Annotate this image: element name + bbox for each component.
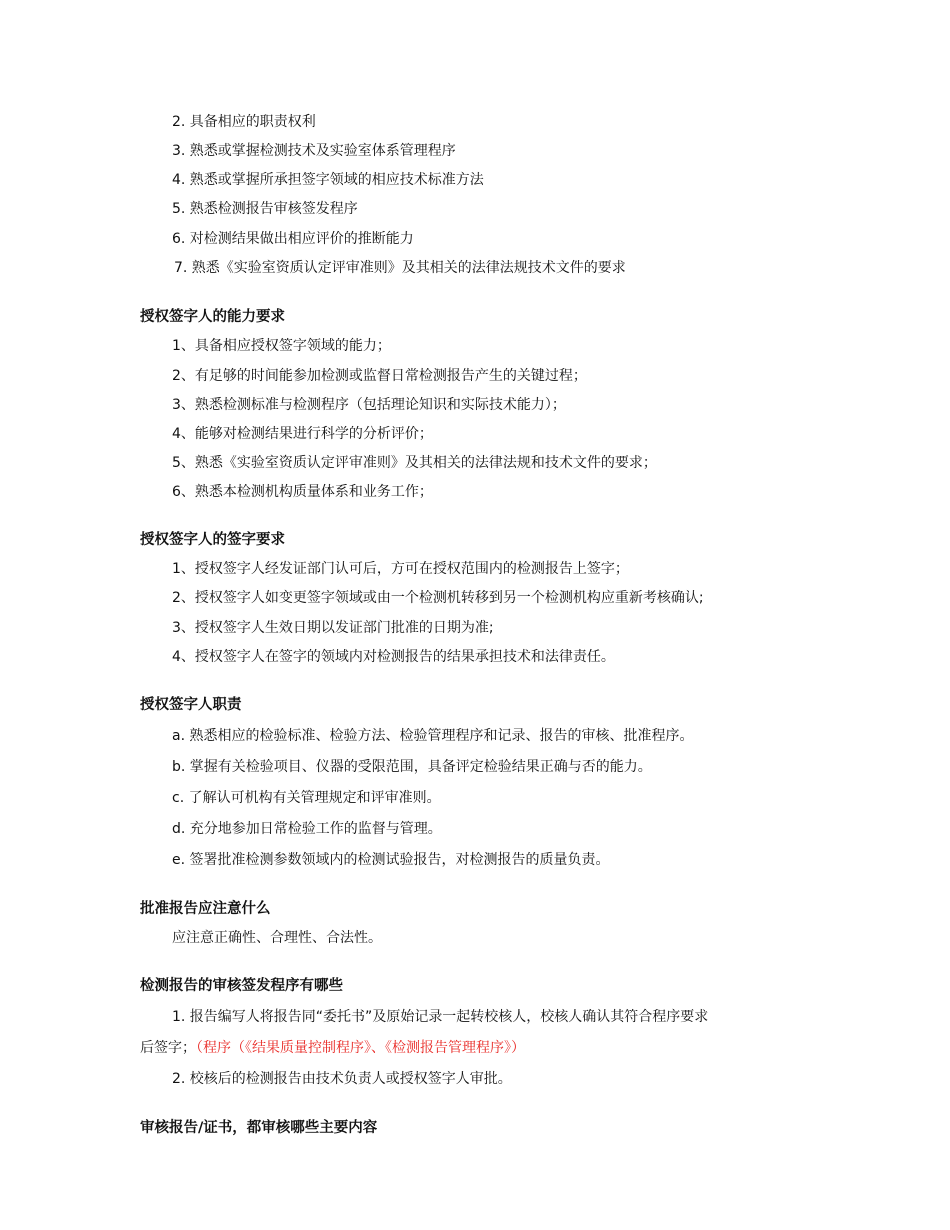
list-item: 3、熟悉检测标准与检测程序（包括理论知识和实际技术能力）； [172, 397, 566, 413]
list-item: b. 掌握有关检验项目、仪器的受限范围，具备评定检验结果正确与否的能力。 [172, 759, 652, 775]
section-heading-review: 审核报告/证书，都审核哪些主要内容 [140, 1120, 378, 1136]
list-item: 1. 报告编写人将报告同“委托书”及原始记录一起转校核人，校核人确认其符合程序要求 [172, 1009, 709, 1025]
list-item: 3、授权签字人生效日期以发证部门批准的日期为准; [172, 620, 494, 636]
list-item: 5、熟悉《实验室资质认定评审准则》及其相关的法律法规和技术文件的要求； [172, 455, 657, 471]
section-heading-signing: 授权签字人的签字要求 [140, 532, 285, 548]
list-item: 1、具备相应授权签字领域的能力； [172, 338, 391, 354]
section-heading-ability: 授权签字人的能力要求 [140, 309, 285, 325]
section-heading-procedure: 检测报告的审核签发程序有哪些 [140, 978, 343, 994]
section-heading-approval: 批准报告应注意什么 [140, 901, 271, 917]
list-item: c. 了解认可机构有关管理规定和评审准则。 [172, 790, 441, 806]
list-item: 2. 具备相应的职责权利 [172, 114, 316, 130]
section-heading-duties: 授权签字人职责 [140, 697, 242, 713]
list-item-continuation [140, 1038, 525, 1058]
list-item: 2、授权签字人如变更签字领域或由一个检测机转移到另一个检测机构应重新考核确认; [172, 590, 704, 606]
continuation-text: 后签字； [140, 1040, 196, 1056]
list-item: 4. 熟悉或掌握所承担签字领域的相应技术标准方法 [172, 172, 484, 188]
list-item: 3. 熟悉或掌握检测技术及实验室体系管理程序 [172, 143, 456, 159]
list-item: 1、授权签字人经发证部门认可后，方可在授权范围内的检测报告上签字； [172, 561, 629, 577]
procedure-reference-highlight: （程序（《结果质量控制程序》、《检测报告管理程序》） [196, 1040, 525, 1056]
list-item: 6、熟悉本检测机构质量体系和业务工作； [172, 484, 433, 500]
paragraph: 应注意正确性、合理性、合法性。 [172, 930, 382, 946]
list-item: 4、授权签字人在签字的领域内对检测报告的结果承担技术和法律责任。 [172, 649, 615, 665]
list-item: 6. 对检测结果做出相应评价的推断能力 [172, 231, 414, 247]
list-item: a. 熟悉相应的检验标准、检验方法、检验管理程序和记录、报告的审核、批准程序。 [172, 728, 694, 744]
list-item: 2. 校核后的检测报告由技术负责人或授权签字人审批。 [172, 1071, 512, 1087]
list-item: d. 充分地参加日常检验工作的监督与管理。 [172, 821, 442, 837]
list-item: 5. 熟悉检测报告审核签发程序 [172, 201, 358, 217]
list-item: 4、能够对检测结果进行科学的分析评价； [172, 426, 433, 442]
list-item: 7. 熟悉《实验室资质认定评审准则》及其相关的法律法规技术文件的要求 [174, 260, 626, 276]
list-item: 2、有足够的时间能参加检测或监督日常检测报告产生的关键过程； [172, 368, 587, 384]
list-item: e. 签署批准检测参数领域内的检测试验报告，对检测报告的质量负责。 [172, 852, 610, 868]
